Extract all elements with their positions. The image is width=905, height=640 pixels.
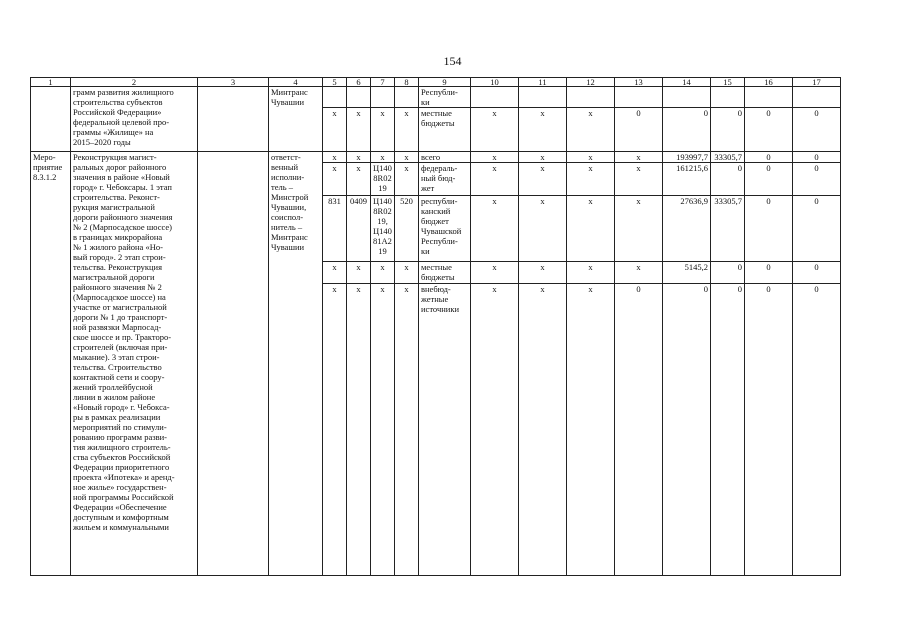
amount-cell: 5145,2 — [663, 262, 711, 284]
code-cell: x — [471, 163, 519, 196]
column-number-10: 10 — [471, 78, 519, 87]
code-cell: x — [395, 163, 419, 196]
code-cell: x — [567, 163, 615, 196]
cell — [471, 87, 519, 108]
amount-cell: x — [615, 163, 663, 196]
column-number-5: 5 — [323, 78, 347, 87]
code-cell: x — [371, 152, 395, 163]
amount-cell: 33305,7 — [711, 152, 745, 163]
column-number-16: 16 — [745, 78, 793, 87]
measure-id-cell: Меро- приятие 8.3.1.2 — [31, 152, 71, 576]
code-cell: x — [347, 262, 371, 284]
code-cell: x — [519, 152, 567, 163]
cell — [711, 87, 745, 108]
cell — [793, 87, 841, 108]
column-number-7: 7 — [371, 78, 395, 87]
code-cell: x — [347, 163, 371, 196]
responsible-cell: Минтранс Чувашии — [269, 87, 323, 152]
amount-cell: 0 — [745, 152, 793, 163]
code-cell: x — [519, 108, 567, 152]
amount-cell: 0 — [793, 152, 841, 163]
code-cell: x — [471, 196, 519, 262]
code-cell: x — [323, 108, 347, 152]
amount-cell: 0 — [745, 163, 793, 196]
cell — [519, 87, 567, 108]
amount-cell: 0 — [711, 163, 745, 196]
code-cell: x — [347, 284, 371, 576]
table-row — [31, 87, 841, 108]
amount-cell: 0 — [711, 108, 745, 152]
amount-cell: 33305,7 — [711, 196, 745, 262]
column-number-13: 13 — [615, 78, 663, 87]
code-cell: x — [395, 152, 419, 163]
amount-cell: 0 — [663, 108, 711, 152]
cell — [615, 87, 663, 108]
column-number-1: 1 — [31, 78, 71, 87]
code-cell: x — [395, 262, 419, 284]
amount-cell: 27636,9 — [663, 196, 711, 262]
cell — [371, 87, 395, 108]
code-cell: x — [323, 163, 347, 196]
budget-code-cell: Ц140 8R02 19 — [371, 163, 395, 196]
code-cell: x — [371, 108, 395, 152]
code-cell: x — [395, 284, 419, 576]
column-number-9: 9 — [419, 78, 471, 87]
column-number-11: 11 — [519, 78, 567, 87]
amount-cell: 0 — [793, 196, 841, 262]
cell — [745, 87, 793, 108]
amount-cell: x — [615, 196, 663, 262]
budget-table — [30, 77, 841, 576]
column-number-17: 17 — [793, 78, 841, 87]
column-number-6: 6 — [347, 78, 371, 87]
measure-description-cell: грамм развития жилищного строительства субъектов Российской Федерации» федеральной целевой про- граммы «Жилище» на 2015–2020 годы — [71, 87, 198, 152]
code-cell: x — [371, 262, 395, 284]
cell — [31, 87, 71, 152]
code-cell: x — [471, 152, 519, 163]
amount-cell: 0 — [793, 108, 841, 152]
code-cell: x — [567, 152, 615, 163]
cell — [323, 87, 347, 108]
code-cell: x — [471, 108, 519, 152]
column-number-15: 15 — [711, 78, 745, 87]
funding-source-cell: внебюд- жетные источники — [419, 284, 471, 576]
amount-cell: 161215,6 — [663, 163, 711, 196]
amount-cell: 193997,7 — [663, 152, 711, 163]
funding-source-cell: федераль- ный бюд- жет — [419, 163, 471, 196]
amount-cell: 0 — [711, 284, 745, 576]
column-number-row — [31, 78, 841, 87]
amount-cell: 0 — [745, 196, 793, 262]
cell — [198, 87, 269, 152]
funding-source-cell: местные бюджеты — [419, 262, 471, 284]
table-row — [31, 152, 841, 163]
column-number-12: 12 — [567, 78, 615, 87]
amount-cell: 0 — [793, 262, 841, 284]
code-cell: x — [567, 108, 615, 152]
code-cell: x — [471, 262, 519, 284]
funding-source-cell: Республи- ки — [419, 87, 471, 108]
code-cell: x — [347, 108, 371, 152]
funding-source-cell: республи- канский бюджет Чувашской Республи- ки — [419, 196, 471, 262]
code-cell: x — [347, 152, 371, 163]
funding-source-cell: местные бюджеты — [419, 108, 471, 152]
amount-cell: 0 — [793, 284, 841, 576]
code-cell: x — [519, 163, 567, 196]
cell — [347, 87, 371, 108]
page-number: 154 — [443, 54, 462, 68]
code-cell: 0409 — [347, 196, 371, 262]
code-cell: x — [519, 196, 567, 262]
code-cell: x — [567, 196, 615, 262]
column-number-2: 2 — [71, 78, 198, 87]
amount-cell: 0 — [793, 163, 841, 196]
amount-cell: 0 — [745, 108, 793, 152]
column-number-3: 3 — [198, 78, 269, 87]
code-cell: x — [567, 262, 615, 284]
amount-cell: 0 — [711, 262, 745, 284]
code-cell: x — [323, 152, 347, 163]
code-cell: x — [323, 262, 347, 284]
budget-code-cell: Ц140 8R02 19, Ц140 81А2 19 — [371, 196, 395, 262]
cell — [663, 87, 711, 108]
code-cell: x — [323, 284, 347, 576]
code-cell: x — [519, 284, 567, 576]
measure-description-cell: Реконструкция магист- ральных дорог районного значения в районе «Новый город» г. Чебоксары. 1 этап строительства. Реконст- рукция магистральной дороги районного значения № 2 (Марпосадское шоссе) в границах микрорайона № 1 жилого района «Но- вый город». 2 этап строи- тельства. Реконструкция магистральной дороги районного значения № 2 (Марпосадское шоссе) на участке от магистральной дороги № 1 до транспорт- ной развязки Марпосад- ское шоссе и пр. Тракторо- строителей (включая при- мыкание). 3 этап строи- тельства. Строительство контактной сети и соору- жений троллейбусной линии в жилом районе «Новый город» г. Чебокса- ры в рамках реализации мероприятий по стимули- рованию программ разви- тия жилищного строитель- ства субъектов Российской Федерации приоритетного проекта «Ипотека» и аренд- ное жилье» государствен- ной программы Российской Федерации «Обеспечение доступным и комфортным жильем и коммунальными — [71, 152, 198, 576]
amount-cell: x — [615, 152, 663, 163]
column-number-14: 14 — [663, 78, 711, 87]
cell — [395, 87, 419, 108]
amount-cell: 0 — [615, 108, 663, 152]
column-number-8: 8 — [395, 78, 419, 87]
code-cell: 831 — [323, 196, 347, 262]
code-cell: x — [519, 262, 567, 284]
amount-cell: 0 — [663, 284, 711, 576]
code-cell: x — [567, 284, 615, 576]
code-cell: x — [471, 284, 519, 576]
amount-cell: 0 — [615, 284, 663, 576]
cell — [198, 152, 269, 576]
code-cell: x — [395, 108, 419, 152]
column-number-4: 4 — [269, 78, 323, 87]
amount-cell: x — [615, 262, 663, 284]
amount-cell: 0 — [745, 284, 793, 576]
code-cell: x — [371, 284, 395, 576]
responsible-cell: ответст- венный исполни- тель – Минстрой Чувашии, соиспол- нитель – Минтранс Чувашии — [269, 152, 323, 576]
cell — [567, 87, 615, 108]
code-cell: 520 — [395, 196, 419, 262]
funding-source-cell: всего — [419, 152, 471, 163]
amount-cell: 0 — [745, 262, 793, 284]
